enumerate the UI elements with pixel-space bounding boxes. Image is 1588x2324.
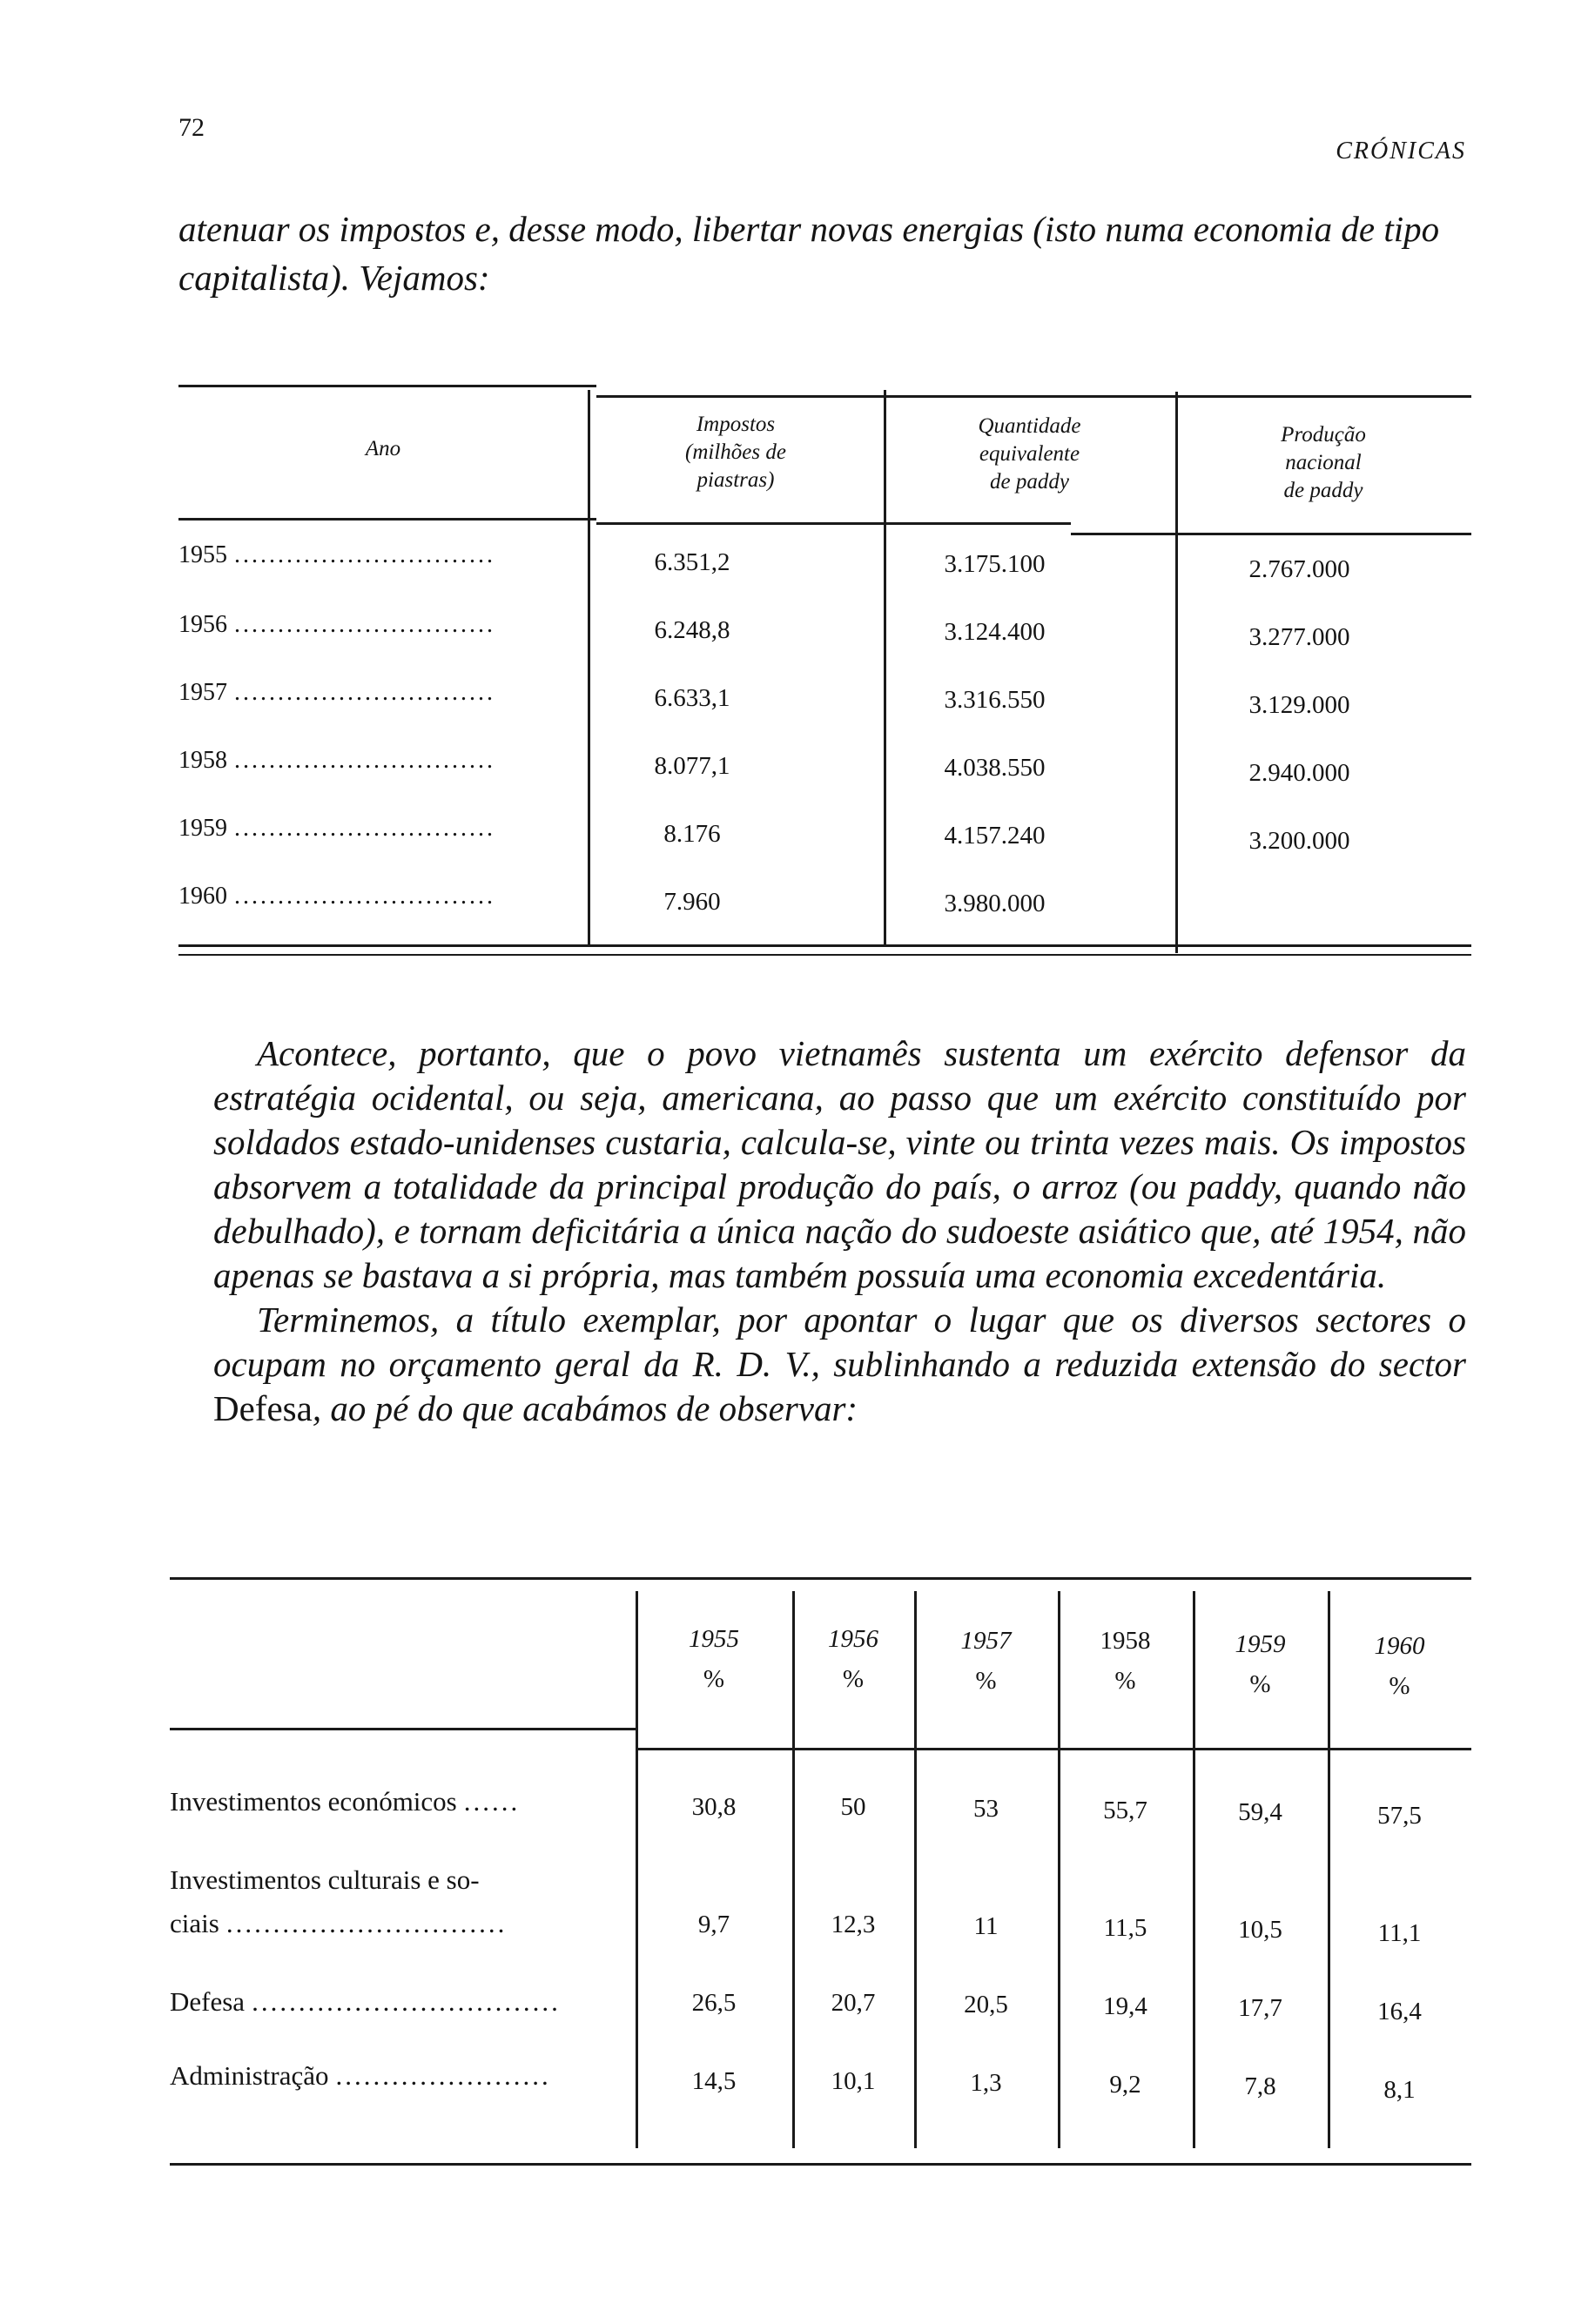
leader-dots: .............................. bbox=[234, 611, 495, 638]
quantidade-value: 4.038.550 bbox=[944, 754, 1046, 782]
percent-value: 16,4 bbox=[1377, 1998, 1422, 2025]
table-rule bbox=[1071, 533, 1471, 535]
header-impostos: Impostos (milhões de piastras) bbox=[685, 413, 786, 492]
row-label: Administração....................... bbox=[170, 2054, 551, 2098]
header-quantidade: Quantidade equivalente de paddy bbox=[978, 414, 1081, 494]
year-label: 1955 .............................. bbox=[178, 541, 495, 568]
producao-value: 3.277.000 bbox=[1248, 623, 1350, 651]
leader-dots: .............................. bbox=[234, 815, 495, 842]
impostos-value: 8.077,1 bbox=[654, 752, 730, 780]
year-header: 1956 % bbox=[828, 1625, 878, 1693]
row-label: Defesa................................. bbox=[170, 1980, 561, 2024]
table-rule bbox=[170, 1577, 1471, 1580]
year-label: 1960 .............................. bbox=[178, 883, 495, 910]
row-label: Investimentos culturais e so- ciais.............................. bbox=[170, 1858, 507, 1945]
percent-value: 11,5 bbox=[1103, 1914, 1147, 1942]
table-rule bbox=[596, 395, 1471, 398]
year-label: 1959 .............................. bbox=[178, 815, 495, 842]
leader-dots: .............................. bbox=[234, 747, 495, 774]
percent-value: 57,5 bbox=[1377, 1802, 1422, 1830]
percent-value: 59,4 bbox=[1238, 1798, 1282, 1826]
year-header: 1955 % bbox=[689, 1625, 739, 1693]
year-header: 1960 % bbox=[1374, 1632, 1425, 1700]
impostos-value: 6.633,1 bbox=[654, 684, 730, 712]
paragraph: Acontece, portanto, que o povo vietnamês sustenta um exército defensor da estratégia ocidental, ou seja, americana, ao passo que um exército constituído por soldados estado-unidenses custaria, calcula-se, vinte ou trinta vezes mais. Os impostos absorvem a totalidade da principal produção do país, o arroz (ou paddy, quando não debulhado), e tornam deficitária a única nação do sudoeste asiático que, até 1954, não apenas se bastava a si própria, mas também possuía uma economia excedentária. bbox=[213, 1033, 1466, 1295]
percent-value: 20,7 bbox=[831, 1989, 876, 2017]
table-rule bbox=[170, 2163, 1471, 2166]
percent-value: 8,1 bbox=[1383, 2076, 1416, 2104]
table-rule bbox=[170, 1728, 636, 1730]
percent-value: 9,2 bbox=[1109, 2071, 1141, 2099]
body-text bbox=[213, 1031, 1466, 1431]
table-rule bbox=[178, 385, 596, 387]
row-label: Investimentos económicos...... bbox=[170, 1780, 520, 1824]
leader-dots: ................................. bbox=[252, 1986, 561, 2017]
quantidade-value: 3.316.550 bbox=[944, 686, 1046, 714]
percent-value: 19,4 bbox=[1103, 1992, 1147, 2020]
leader-dots: ...... bbox=[463, 1786, 521, 1817]
table-rule bbox=[178, 954, 1471, 956]
quantidade-value: 3.124.400 bbox=[944, 618, 1046, 646]
impostos-value: 7.960 bbox=[663, 888, 721, 916]
percent-value: 53 bbox=[973, 1795, 999, 1823]
header-ano: Ano bbox=[365, 437, 401, 460]
producao-value: 3.200.000 bbox=[1248, 827, 1350, 855]
percent-value: 30,8 bbox=[691, 1793, 737, 1821]
running-head: CRÓNICAS bbox=[1336, 138, 1466, 165]
percent-value: 10,1 bbox=[831, 2067, 876, 2095]
percent-value: 17,7 bbox=[1238, 1994, 1282, 2022]
table-rule bbox=[636, 1748, 1471, 1750]
year-label: 1958 .............................. bbox=[178, 747, 495, 774]
page-number: 72 bbox=[178, 113, 205, 142]
year-header: 1958 % bbox=[1100, 1627, 1151, 1695]
quantidade-value: 4.157.240 bbox=[944, 822, 1046, 850]
leader-dots: .............................. bbox=[225, 1908, 508, 1938]
percent-value: 10,5 bbox=[1238, 1916, 1282, 1944]
leader-dots: .............................. bbox=[234, 541, 495, 568]
percent-value: 26,5 bbox=[691, 1989, 737, 2017]
table-rule bbox=[596, 522, 1071, 525]
percent-value: 55,7 bbox=[1103, 1797, 1147, 1824]
percent-value: 7,8 bbox=[1244, 2072, 1276, 2100]
quantidade-value: 3.175.100 bbox=[944, 550, 1046, 578]
percent-value: 11,1 bbox=[1377, 1919, 1422, 1947]
producao-value: 3.129.000 bbox=[1248, 691, 1350, 719]
paragraph: Terminemos, a título exemplar, por apontar o lugar que os diversos sectores o ocupam no orçamento geral da R. D. V., sublinhando a reduzida extensão do sector Defesa, ao pé do que acabámos de observar: bbox=[213, 1300, 1466, 1428]
year-header: 1957 % bbox=[960, 1627, 1012, 1695]
impostos-value: 6.248,8 bbox=[654, 616, 730, 644]
leader-dots: .............................. bbox=[234, 883, 495, 910]
year-label: 1957 .............................. bbox=[178, 679, 495, 706]
table-rule bbox=[178, 944, 1471, 947]
percent-value: 14,5 bbox=[691, 2067, 737, 2095]
percent-value: 12,3 bbox=[831, 1911, 876, 1938]
leader-dots: .............................. bbox=[234, 679, 495, 706]
producao-value: 2.940.000 bbox=[1248, 759, 1350, 787]
year-label: 1956 .............................. bbox=[178, 611, 495, 638]
budget-table bbox=[170, 1575, 1471, 2176]
tax-table bbox=[178, 383, 1471, 957]
impostos-value: 8.176 bbox=[663, 820, 721, 848]
page-header bbox=[178, 113, 1466, 165]
percent-value: 9,7 bbox=[697, 1911, 730, 1938]
percent-value: 1,3 bbox=[970, 2069, 1002, 2097]
intro-text: atenuar os impostos e, desse modo, libertar novas energias (isto numa economia de tipo capitalista). Vejamos: bbox=[178, 209, 1440, 298]
quantidade-value: 3.980.000 bbox=[944, 890, 1046, 917]
table-rule bbox=[178, 518, 596, 521]
year-header: 1959 % bbox=[1235, 1630, 1286, 1698]
defesa-term: Defesa bbox=[213, 1388, 313, 1428]
leader-dots: ....................... bbox=[335, 2060, 551, 2091]
impostos-value: 6.351,2 bbox=[654, 548, 730, 576]
percent-value: 50 bbox=[840, 1793, 866, 1821]
producao-value: 2.767.000 bbox=[1248, 555, 1350, 583]
percent-value: 11 bbox=[973, 1912, 999, 1940]
percent-value: 20,5 bbox=[964, 1991, 1008, 2018]
header-producao: Produção nacional de paddy bbox=[1281, 423, 1366, 502]
